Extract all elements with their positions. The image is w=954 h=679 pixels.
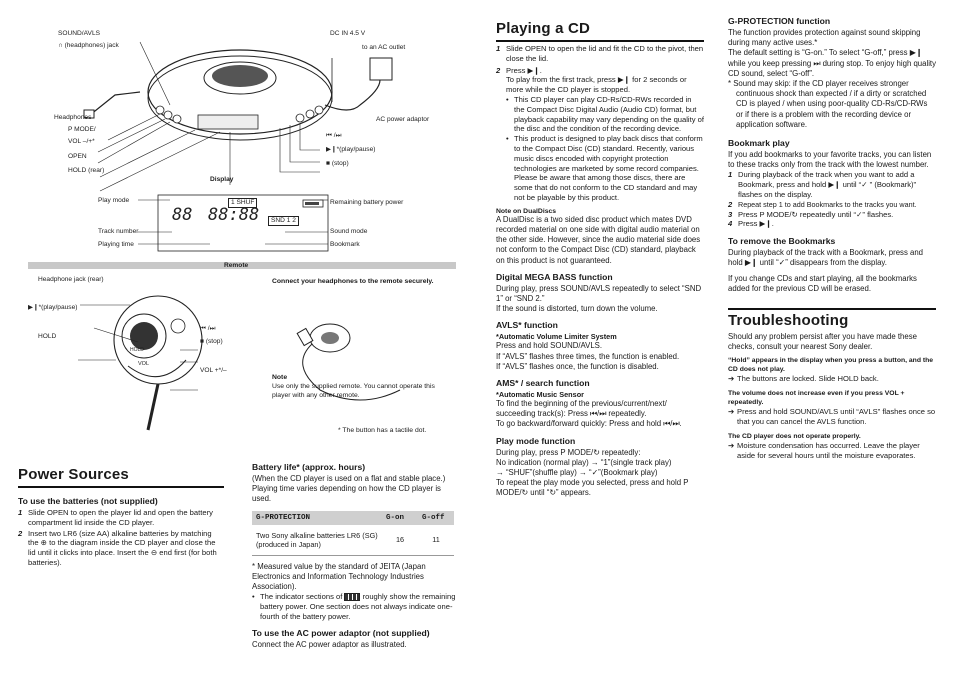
ac-text: Connect the AC power adaptor as illustrated.	[252, 639, 407, 649]
avls-sub: *Automatic Volume Limiter System	[496, 332, 617, 342]
label-p-mode: P MODE/	[68, 126, 96, 133]
remote-illustration	[20, 270, 460, 440]
label-play-mode: Play mode	[98, 197, 130, 204]
lcd-snd: SND 1 2	[268, 216, 299, 226]
label-vol: VOL –/+*	[68, 138, 95, 145]
step-number: 2	[728, 199, 733, 209]
battery-life-p1: (When the CD player is used on a flat and stable place.)	[252, 474, 446, 483]
step-text: Insert two LR6 (size AA) alkaline batteries by matching the ⊕ to the diagram inside the CD player and close the lid until it clicks into place. Insert the ⊖ end first (for both batteries).	[28, 528, 217, 567]
remove-bookmarks-title: To remove the Bookmarks	[728, 236, 836, 247]
bookmark-text: If you add bookmarks to your favorite tracks, you can listen to these tracks only from the track with the lowest number.	[728, 150, 932, 170]
bullet-text: This CD player can play CD-Rs/CD-RWs recorded in the Compact Disc Digital Audio (Audio CD) format, but playback capability may vary depending on the quality of the disc and the condition of the recording device.	[514, 94, 704, 134]
arrow-icon: ➔	[728, 407, 735, 417]
label-remote-prev-next: ⏮ /⏭	[200, 325, 216, 332]
table-header: G-PROTECTION	[252, 511, 382, 525]
label-headphones-jack: ∩ (headphones) jack	[58, 42, 119, 49]
gprotection-text-2: The default setting is “G-on.” To select “G-off,” press ▶❙ while you keep pressing ⏭ during stop. To enjoy high quality CD sound, select “G-off”.	[728, 48, 936, 78]
step-2-label: Press ▶❙.	[506, 65, 542, 75]
step-text: Slide OPEN to open the player lid and open the battery compartment lid inside the CD player.	[28, 508, 213, 527]
remote-note-title: Note	[272, 374, 288, 381]
label-play-pause: ▶❙*(play/pause)	[326, 146, 376, 153]
step-text: Press P MODE/↻ repeatedly until “✓” flashes.	[738, 209, 894, 219]
answer-text: Press and hold SOUND/AVLS until “AVLS” flashes once so that you can cancel the AVLS function.	[737, 407, 936, 427]
label-sound-avls: SOUND/AVLS	[58, 30, 101, 37]
bullet-dot: •	[506, 134, 509, 144]
bullet-text-a: The indicator sections of	[260, 592, 343, 602]
step-text: Slide OPEN to open the lid and fit the CD to the pivot, then close the lid.	[506, 44, 704, 63]
answer-text: The buttons are locked. Slide HOLD back.	[737, 374, 879, 384]
battery-life-heading: Battery life* (approx. hours)	[252, 462, 366, 472]
gprotection-title: G-PROTECTION function	[728, 16, 831, 26]
playing-step-1	[496, 44, 704, 64]
table-cell: 11	[418, 525, 454, 556]
ams-sub: *Automatic Music Sensor	[496, 389, 584, 399]
gprotection-note: * Sound may skip: if the CD player receives stronger continuous shock than expected / if a dirty or scratched CD is played / when using poor-quality CD-Rs/CD-RWs or if there is a problem with the recording device or application software.	[728, 79, 928, 129]
label-dc-in: DC IN 4.5 V	[330, 30, 366, 37]
label-ac-power-adaptor: AC power adaptor	[376, 116, 430, 123]
playing-title: Playing a CD	[496, 20, 704, 42]
label-hold: HOLD	[38, 333, 57, 340]
battery-step-1	[18, 508, 224, 528]
play-mode-line: No indication (normal play) → “1”(single track play)	[496, 457, 672, 467]
play-mode-line: To repeat the play mode you selected, press and hold P MODE/↻ until “↻” appears.	[496, 478, 689, 498]
step-number: 3	[728, 209, 733, 219]
battery-life-section	[252, 462, 456, 650]
remove-bookmarks-text-2: If you change CDs and start playing, all the bookmarks added for the previous CD will be erased.	[728, 273, 917, 293]
mega-bass-text: During play, press SOUND/AVLS repeatedly to select “SND 1” or “SND 2.”	[496, 283, 702, 303]
label-prev-next: ⏮ /⏭	[326, 132, 342, 139]
label-open: OPEN	[68, 153, 87, 160]
battery-table	[252, 511, 454, 556]
trouble-answer	[728, 407, 936, 427]
table-header: G-on	[382, 511, 418, 525]
step-number: 1	[18, 508, 23, 517]
ams-title: AMS* / search function	[496, 377, 590, 388]
step-number: 1	[496, 44, 501, 53]
arrow-icon: ➔	[728, 440, 735, 450]
step-2-text: To play from the first track, press ▶❙ for 2 seconds or more while the CD player is stopped.	[506, 75, 687, 95]
label-headphone-jack-rear: Headphone jack (rear)	[38, 276, 104, 283]
trouble-question: “Hold” appears in the display when you press a button, and the CD does not play.	[728, 357, 934, 374]
playing-bullet-2	[506, 134, 704, 203]
ams-text-2: To go backward/forward quickly: Press and hold ⏮/⏭.	[496, 419, 682, 429]
label-remote-stop: ■ (stop)	[200, 338, 223, 345]
arrow-icon: ➔	[728, 374, 735, 384]
avls-title: AVLS* function	[496, 320, 558, 331]
figure-area	[20, 20, 460, 440]
tactile-note: * The button has a tactile dot.	[338, 427, 427, 434]
gprotection-text: The function provides protection against sound skipping during many active uses.*	[728, 28, 921, 48]
dualdisc-title: Note on DualDiscs	[496, 207, 557, 215]
remote-note-text: Use only the supplied remote. You cannot operate this player with any other remote.	[272, 383, 435, 399]
label-display: Display	[210, 176, 234, 183]
label-sound-mode: Sound mode	[330, 228, 368, 235]
power-sources-section	[18, 466, 224, 568]
battery-icon	[344, 593, 360, 601]
label-remaining-battery: Remaining battery power	[330, 199, 404, 206]
step-text: Repeat step 1 to add Bookmarks to the tracks you want.	[738, 199, 917, 209]
battery-footnote: * Measured value by the standard of JEITA (Japan Electronics and Information Technology Industries Association).	[252, 561, 426, 592]
lcd-shuf: 1 SHUF	[228, 198, 257, 208]
avls-line: If “AVLS” flashes three times, the function is enabled.	[496, 351, 680, 361]
step-number: 4	[728, 219, 733, 229]
ams-text: To find the beginning of the previous/current/next/ succeeding track(s): Press ⏮/⏭ repeatedly.	[496, 398, 667, 419]
playing-step-2	[496, 66, 704, 95]
label-hold-rear: HOLD (rear)	[68, 167, 105, 174]
connect-note: Connect your headphones to the remote securely.	[272, 278, 434, 285]
troubleshooting-title: Troubleshooting	[728, 308, 936, 332]
playing-bullet-1	[506, 95, 704, 134]
bookmark-step	[728, 170, 936, 199]
label-remote: Remote	[224, 262, 249, 269]
trouble-question: The volume does not increase even if you press VOL + repeatedly.	[728, 390, 905, 407]
mega-bass-text-2: If the sound is distorted, turn down the volume.	[496, 304, 658, 314]
right-column	[728, 16, 936, 460]
batteries-heading: To use the batteries (not supplied)	[18, 496, 158, 506]
play-mode-title: Play mode function	[496, 435, 576, 446]
dualdisc-text: A DualDisc is a two sided disc product which mates DVD recorded material on one side with digital audio material on the other side. However, since the audio material side does not conform to the Compact Disc (CD) standard, playback on this product is not guaranteed.	[496, 214, 701, 265]
step-text	[506, 66, 704, 95]
trouble-answer	[728, 441, 936, 461]
step-number: 1	[728, 170, 733, 180]
bookmark-step	[728, 200, 936, 210]
mega-bass-title: Digital MEGA BASS function	[496, 271, 613, 282]
battery-life-p2: Playing time varies depending on how the CD player is used.	[252, 484, 441, 504]
trouble-question: The CD player does not operate properly.	[728, 432, 861, 440]
remote-hold-mark: HOLD	[130, 347, 144, 353]
label-bookmark: Bookmark	[330, 241, 360, 248]
table-row	[252, 525, 454, 556]
play-mode-line: → “SHUF”(shuffle play) → “✓”(Bookmark play)	[496, 468, 658, 477]
label-headphones: Headphones	[54, 114, 92, 121]
bookmark-title: Bookmark play	[728, 138, 790, 149]
battery-step-2	[18, 529, 224, 568]
bullet-dot: •	[506, 94, 509, 104]
table-cell: Two Sony alkaline batteries LR6 (SG) (produced in Japan)	[252, 525, 382, 556]
step-number: 2	[496, 65, 501, 75]
lcd-digits-left: 88	[172, 205, 193, 225]
remote-vol-mark: VOL	[138, 361, 150, 367]
step-text: Press ▶❙.	[738, 219, 774, 229]
bookmark-step	[728, 219, 936, 229]
avls-line: If “AVLS” flashes once, the function is disabled.	[496, 361, 659, 371]
lcd-digits-right: 88:88	[208, 205, 260, 225]
step-text: During playback of the track when you want to add a Bookmark, press and hold ▶❙ until “✓ ” (Bookmark)” flashes on the display.	[738, 170, 917, 200]
trouble-answer	[728, 374, 936, 384]
battery-indicator-bullet	[252, 592, 456, 621]
bullet-dot: •	[252, 592, 255, 602]
label-stop: ■ (stop)	[326, 160, 349, 167]
avls-line: Press and hold SOUND/AVLS.	[496, 341, 603, 351]
label-track-number: Track number	[98, 228, 139, 235]
troubleshooting-intro: Should any problem persist after you have made these checks, consult your nearest Sony dealer.	[728, 332, 917, 352]
step-number: 2	[18, 528, 23, 538]
label-remote-vol: VOL +*/–	[200, 367, 227, 374]
table-cell: 16	[382, 525, 418, 556]
bookmark-step	[728, 210, 936, 220]
bullet-text	[260, 592, 456, 621]
bullet-text: This product is designed to play back discs that conform to the Compact Disc (CD) standard. Recently, various music discs encoded with copyright protection technologies are marketed by some record companies. Please be aware that among those discs, there are some that do not conform to the CD standard and may not be playable by this product.	[514, 134, 703, 202]
bullet-text-b: roughly show the remaining battery power. One section does not always indicate one-fourth of the battery power.	[260, 592, 456, 621]
label-to-ac-outlet: to an AC outlet	[362, 44, 406, 51]
label-remote-play-pause: ▶❙*(play/pause)	[28, 304, 78, 311]
ac-heading: To use the AC power adaptor (not supplied)	[252, 627, 430, 638]
remove-bookmarks-text: During playback of the track with a Bookmark, press and hold ▶❙ until “✓” disappears from the display.	[728, 248, 924, 268]
playing-section	[496, 20, 704, 499]
table-header: G-off	[418, 511, 454, 525]
play-mode-line: During play, press P MODE/↻ repeatedly:	[496, 447, 641, 457]
power-sources-title: Power Sources	[18, 466, 224, 488]
label-playing-time: Playing time	[98, 241, 134, 248]
answer-text: Moisture condensation has occurred. Leave the player aside for several hours until the moisture evaporates.	[737, 440, 920, 460]
